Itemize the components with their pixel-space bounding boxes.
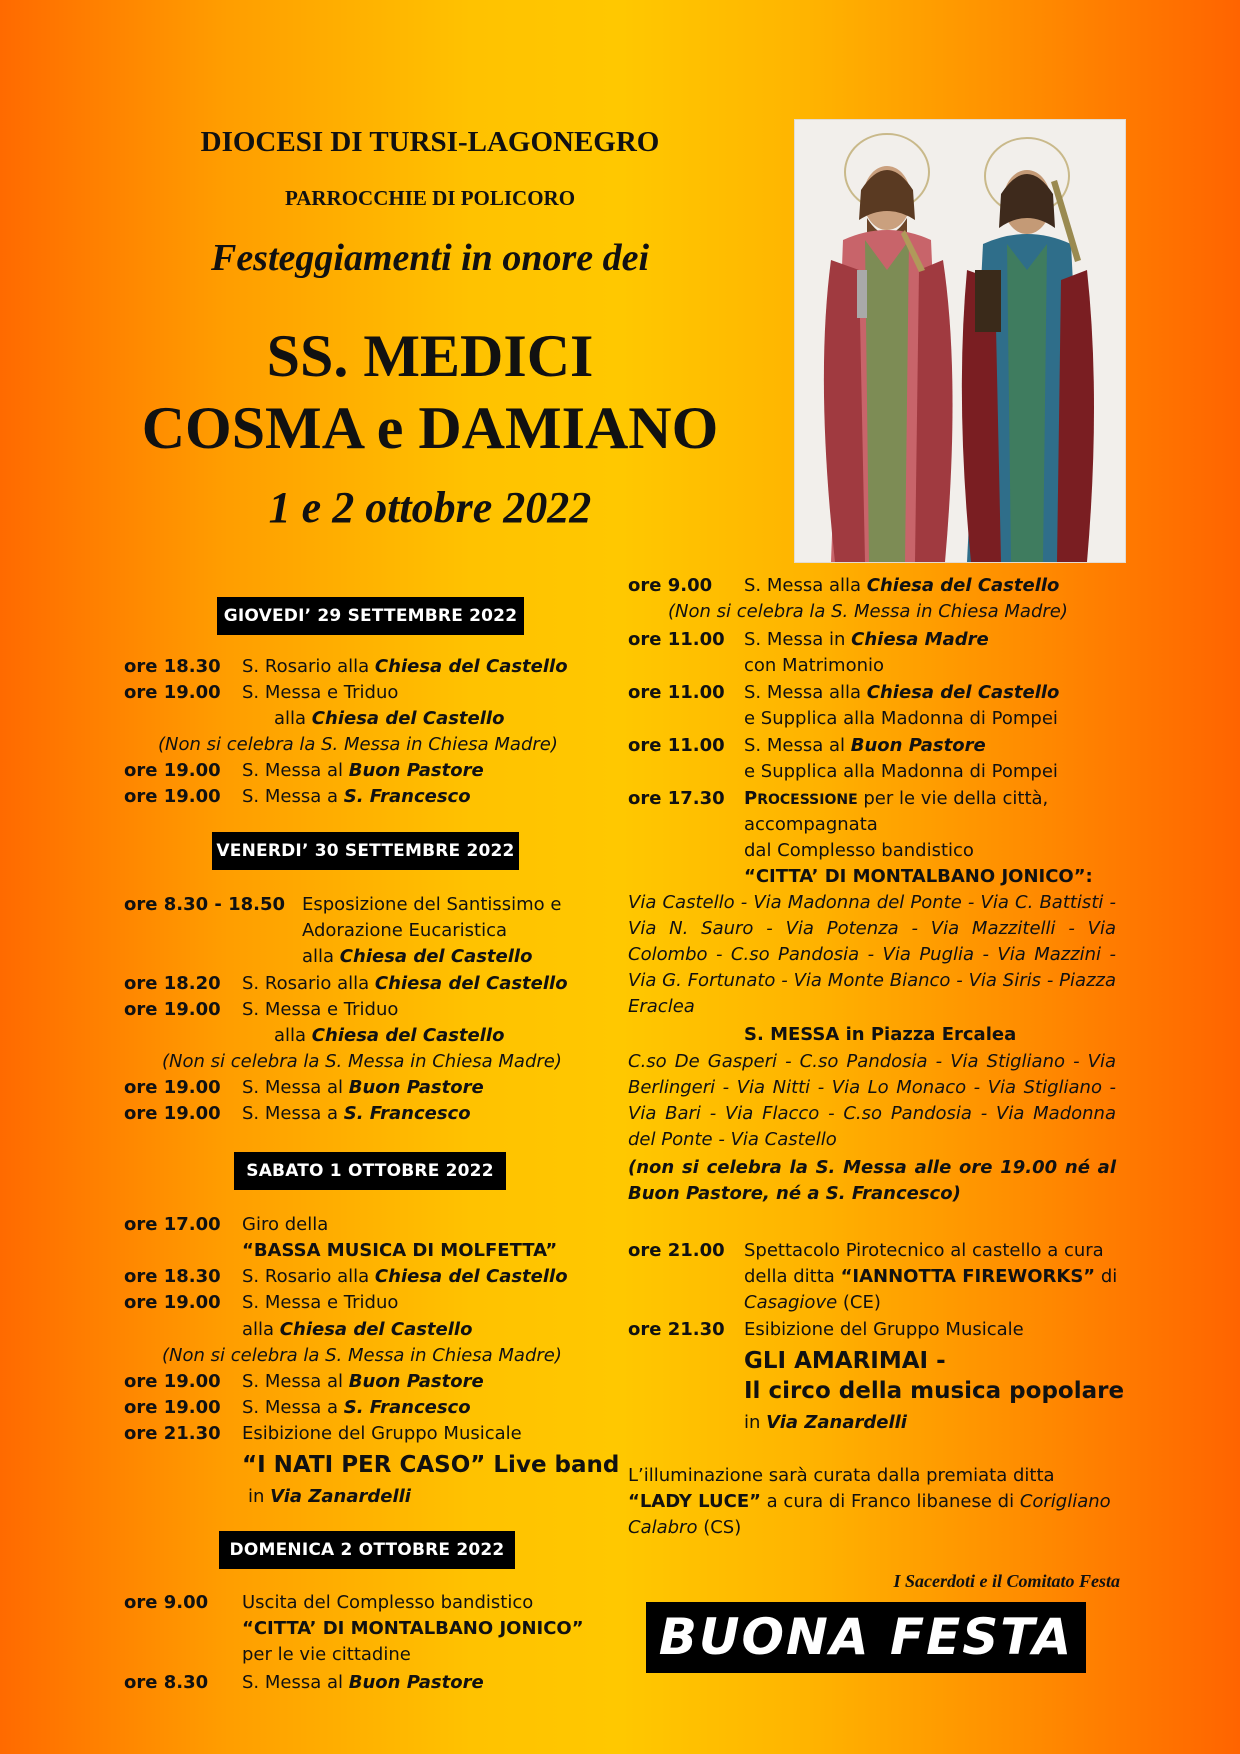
band-name: “I NATI PER CASO” Live band <box>242 1452 620 1478</box>
schedule-row: ore 19.00 <box>124 1077 221 1098</box>
schedule-desc: Esposizione del Santissimo e <box>302 894 562 915</box>
return-route: C.so De Gasperi - C.so Pandosia - Via Stigliano - Via Berlingeri - Via Nitti - Via Lo Monaco - Via Stigliano - Via Bari - Via Flacco - C.so Pandosia - Via Madonna del Ponte - Via Castello <box>628 1051 1116 1150</box>
day-header-thursday: GIOVEDI’ 29 SETTEMBRE 2022 <box>217 597 524 635</box>
saints-statues-image <box>794 119 1126 563</box>
schedule-desc: S. Messa e Triduo <box>242 999 399 1020</box>
schedule-desc: S. Messa a S. Francesco <box>242 1397 471 1418</box>
schedule-row: ore 19.00 <box>124 786 221 807</box>
day-header-sunday: DOMENICA 2 OTTOBRE 2022 <box>219 1531 515 1569</box>
diocese-title: DIOCESI DI TURSI-LAGONEGRO <box>200 126 660 158</box>
lighting-note: Calabro (CS) <box>628 1517 742 1538</box>
day-header-saturday: SABATO 1 OTTOBRE 2022 <box>234 1152 506 1190</box>
mass-in-square: S. MESSA in Piazza Ercalea <box>744 1024 1017 1045</box>
schedule-row: ore 21.00 <box>628 1240 725 1261</box>
schedule-desc: S. Messa al Buon Pastore <box>242 760 484 781</box>
day-header-friday: VENERDI’ 30 SETTEMBRE 2022 <box>212 832 519 870</box>
schedule-desc: S. Messa al Buon Pastore <box>242 1371 484 1392</box>
schedule-desc: accompagnata <box>744 814 878 835</box>
schedule-row: ore 19.00 <box>124 1397 221 1418</box>
schedule-row: ore 19.00 <box>124 1371 221 1392</box>
schedule-desc: “BASSA MUSICA DI MOLFETTA” <box>242 1240 558 1261</box>
schedule-desc: S. Rosario alla Chiesa del Castello <box>242 1266 568 1287</box>
schedule-note: (Non si celebra la S. Messa in Chiesa Madre) <box>162 1345 562 1366</box>
schedule-row: ore 11.00 <box>628 682 725 703</box>
schedule-desc: in Via Zanardelli <box>248 1486 411 1507</box>
schedule-desc: per le vie cittadine <box>242 1644 411 1665</box>
schedule-desc: alla Chiesa del Castello <box>274 708 505 729</box>
schedule-desc: Esibizione del Gruppo Musicale <box>744 1319 1024 1340</box>
schedule-desc: S. Messa e Triduo <box>242 682 399 703</box>
schedule-row: ore 18.30 <box>124 1266 221 1287</box>
schedule-desc: Spettacolo Pirotecnico al castello a cura <box>744 1240 1104 1261</box>
schedule-desc: della ditta “IANNOTTA FIREWORKS” di <box>744 1266 1118 1287</box>
schedule-desc: S. Messa alla Chiesa del Castello <box>744 575 1060 596</box>
lighting-note: L’illuminazione sarà curata dalla premiata ditta <box>628 1465 1055 1486</box>
schedule-row: ore 19.00 <box>124 999 221 1020</box>
schedule-desc: S. Messa in Chiesa Madre <box>744 629 989 650</box>
schedule-row: ore 19.00 <box>124 1292 221 1313</box>
schedule-row: ore 18.20 <box>124 973 221 994</box>
schedule-row: ore 18.30 <box>124 656 221 677</box>
saints-title-line1: SS. MEDICI <box>266 323 594 389</box>
schedule-note: (Non si celebra la S. Messa in Chiesa Madre) <box>158 734 558 755</box>
schedule-desc: S. Messa a S. Francesco <box>242 786 471 807</box>
schedule-row: ore 17.30 <box>628 788 725 809</box>
schedule-desc: Giro della <box>242 1214 329 1235</box>
no-mass-note: (non si celebra la S. Messa alle ore 19.00 né al Buon Pastore, né a S. Francesco) <box>628 1157 1116 1204</box>
schedule-row: ore 9.00 <box>124 1592 209 1613</box>
schedule-desc: S. Messa e Triduo <box>242 1292 399 1313</box>
schedule-desc: alla Chiesa del Castello <box>274 1025 505 1046</box>
lighting-note: “LADY LUCE” a cura di Franco libanese di Corigliano <box>628 1491 1111 1512</box>
schedule-row: ore 19.00 <box>124 760 221 781</box>
schedule-desc: S. Rosario alla Chiesa del Castello <box>242 656 568 677</box>
schedule-desc: S. Messa a S. Francesco <box>242 1103 471 1124</box>
schedule-desc: con Matrimonio <box>744 655 885 676</box>
schedule-note: (Non si celebra la S. Messa in Chiesa Madre) <box>668 601 1068 622</box>
schedule-desc: alla Chiesa del Castello <box>302 946 533 967</box>
schedule-desc: e Supplica alla Madonna di Pompei <box>744 708 1058 729</box>
festival-dates: 1 e 2 ottobre 2022 <box>268 483 592 532</box>
schedule-desc: PROCESSIONE per le vie della città, <box>744 788 1049 809</box>
schedule-desc: dal Complesso bandistico <box>744 840 974 861</box>
schedule-desc: Casagiove (CE) <box>744 1292 881 1313</box>
schedule-desc: “CITTA’ DI MONTALBANO JONICO” <box>242 1618 584 1639</box>
schedule-row: ore 8.30 - 18.50 <box>124 894 286 915</box>
saints-title-line2: COSMA e DAMIANO <box>141 395 719 461</box>
schedule-desc: Uscita del Complesso bandistico <box>242 1592 534 1613</box>
band-name: “CITTA’ DI MONTALBANO JONICO”: <box>744 866 1093 887</box>
schedule-desc: S. Messa al Buon Pastore <box>242 1077 484 1098</box>
schedule-row: ore 9.00 <box>628 575 713 596</box>
schedule-row: ore 8.30 <box>124 1672 209 1693</box>
procession-route: Via Castello - Via Madonna del Ponte - Via C. Battisti - Via N. Sauro - Via Potenza - Via Mazzitelli - Via Colombo - C.so Pandosia - Via Puglia - Via Mazzini - Via G. Fortunato - Via Monte Bianco - Via Siris - Piazza Eraclea <box>628 892 1116 1017</box>
schedule-row: ore 21.30 <box>124 1423 221 1444</box>
schedule-row: ore 17.00 <box>124 1214 221 1235</box>
schedule-row: ore 19.00 <box>124 682 221 703</box>
schedule-desc: S. Messa alla Chiesa del Castello <box>744 682 1060 703</box>
schedule-desc: Adorazione Eucaristica <box>302 920 508 941</box>
schedule-desc: Esibizione del Gruppo Musicale <box>242 1423 522 1444</box>
saints-statues-illustration <box>795 120 1125 562</box>
schedule-row: ore 11.00 <box>628 629 725 650</box>
schedule-row: ore 21.30 <box>628 1319 725 1340</box>
band-subtitle: Il circo della musica popolare <box>744 1378 1125 1404</box>
schedule-desc: in Via Zanardelli <box>744 1412 907 1433</box>
schedule-desc: S. Messa al Buon Pastore <box>242 1672 484 1693</box>
signature: I Sacerdoti e il Comitato Festa <box>893 1571 1120 1591</box>
schedule-desc: e Supplica alla Madonna di Pompei <box>744 761 1058 782</box>
celebration-heading: Festeggiamenti in onore dei <box>210 237 650 279</box>
schedule-desc: alla Chiesa del Castello <box>242 1319 473 1340</box>
buona-festa-banner: BUONA FESTA <box>646 1602 1086 1673</box>
schedule-row: ore 11.00 <box>628 735 725 756</box>
band-name: GLI AMARIMAI - <box>744 1348 946 1374</box>
parishes-subtitle: PARROCCHIE DI POLICORO <box>284 186 576 210</box>
schedule-desc: S. Rosario alla Chiesa del Castello <box>242 973 568 994</box>
schedule-row: ore 19.00 <box>124 1103 221 1124</box>
schedule-desc: S. Messa al Buon Pastore <box>744 735 986 756</box>
schedule-note: (Non si celebra la S. Messa in Chiesa Madre) <box>162 1051 562 1072</box>
